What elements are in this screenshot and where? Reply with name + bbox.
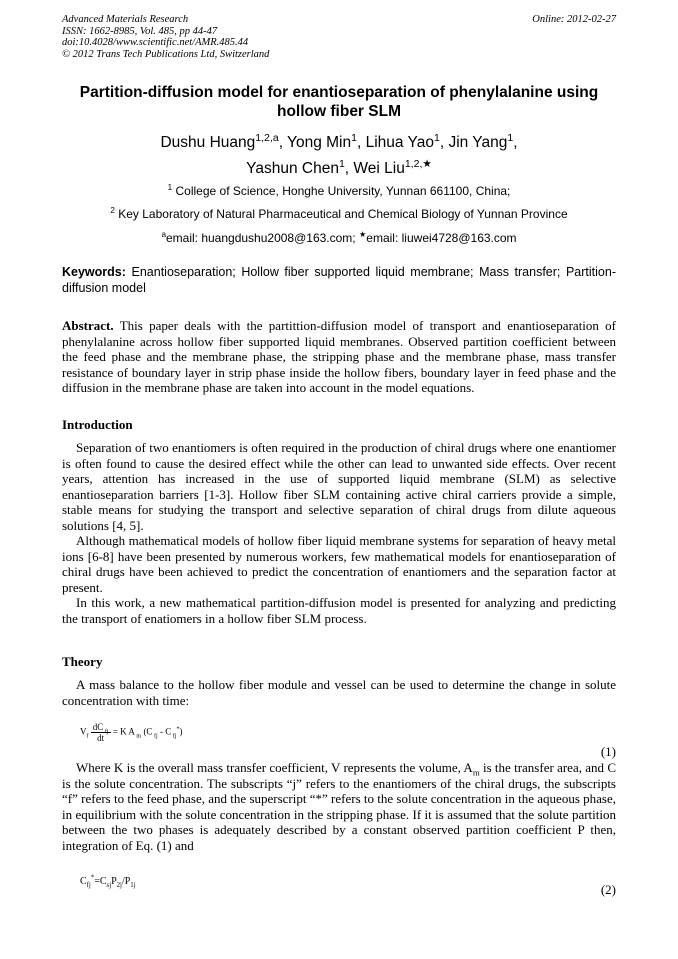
affiliation-text: Key Laboratory of Natural Pharmaceutical and Chemical Biology of Yunnan Province xyxy=(118,207,568,221)
email-mark: a xyxy=(161,230,166,239)
introduction-body xyxy=(62,440,616,626)
equation-2-number: (2) xyxy=(600,882,616,897)
paragraph: In this work, a new mathematical partition-diffusion model is presented for analyzing and predicting the transport of enatiomers in a hollow fiber SLM process. xyxy=(62,595,616,626)
author-name: Dushu Huang xyxy=(160,134,256,151)
theory-paragraph-2: Where K is the overall mass transfer coefficient, V represents the volume, $A_m$ is the transfer area, and C is the solute concentration. The subscripts “j” refers to the enantiomers of the chiral drugs, the subscripts “f” refers to the feed phase, and the superscript “*” refers to the solute concentration in the aqueous phase, in equilibrium with the solute concentration in the stripping phase. If it is assumed that the solute partition between the two phases is adequately described by a constant observed partition coefficient P then, integration of Eq. (1) and xyxy=(62,760,616,853)
author-name: Lihua Yao xyxy=(365,134,434,151)
author-affiliation-mark: 1 xyxy=(351,131,357,144)
copyright: © 2012 Trans Tech Publications Ltd, Switzerland xyxy=(62,48,270,60)
affiliation-mark: 2 xyxy=(110,206,115,215)
doi: doi:10.4028/www.scientific.net/AMR.485.44 xyxy=(62,37,249,48)
affiliation-1 xyxy=(62,184,616,198)
author-affiliation-mark: 1 xyxy=(507,131,514,144)
equation-1: $V_f$ $\frac{dC _{fj}}{dt}$ = K A $_m$ (C $_{fj}$ - C $_{fj}$*) xyxy=(80,722,183,743)
author-affiliation-mark: 1 xyxy=(338,157,345,170)
email-line xyxy=(62,231,616,245)
keywords xyxy=(62,264,616,296)
theory-heading: Theory xyxy=(62,654,103,669)
affiliation-2 xyxy=(62,207,616,221)
affiliation-mark: 1 xyxy=(167,183,173,192)
paragraph: Although mathematical models of hollow fiber liquid membrane systems for separation of heavy metal ions [6-8] have been presented by numerous workers, few mathematical models for enantioseparation of chiral drugs have been achieved to predict the concentration of enantiomers and the separation factor at present. xyxy=(62,533,616,595)
abstract xyxy=(62,318,616,396)
issn: ISSN: 1662-8985, Vol. 485, pp 44-47 xyxy=(62,25,218,37)
author-name: Yashun Chen xyxy=(246,160,339,177)
theory-paragraph-1: A mass balance to the hollow fiber module and vessel can be used to determine the change in solute concentration with time: xyxy=(62,677,616,708)
author-name: Yong Min xyxy=(287,134,352,151)
paper-title: Partition-diffusion model for enantioseparation of phenylalanine using hollow fiber SLM xyxy=(79,84,599,120)
journal-name: Advanced Materials Research xyxy=(62,14,189,25)
author-affiliation-mark: 1,2,a xyxy=(255,131,279,144)
author-list: Dushu Huang$^{1,2,a}$, Yong Min$^1$, Lihua Yao$^1$, Jin Yang$^1$, Yashun Chen$^1$, Wei Liu$^{1,2,★}$ xyxy=(160,131,518,177)
email-mark: ★ xyxy=(358,230,367,239)
author-affiliation-mark: 1,2,★ xyxy=(404,157,432,170)
keywords-text: Enantioseparation; Hollow fiber supported liquid membrane; Mass transfer; Partition-diffusion model xyxy=(62,265,616,295)
equation-1-number: (1) xyxy=(600,744,616,759)
author-name: Jin Yang xyxy=(448,134,508,151)
paragraph: Separation of two enantiomers is often required in the production of chiral drugs where one enantiomer is often found to cause the desired effect while the other can lead to unwanted side effects. Over recent years, attention has increased in the use of supported liquid membrane (SLM) as selective enantioseparation barriers [1-3]. Hollow fiber SLM containing active chiral carriers provide a simple, stable means for studying the transport and selective separation of chiral drugs from dilute aqueous solutions [4, 5]. xyxy=(62,440,616,533)
abstract-text: This paper deals with the partittion-diffusion model of transport and enantioseparation of phenylalanine across hollow fiber supported liquid membranes. Observed partition coefficient between the feed phase and the membrane phase, the stripping phase and the membrane phase, mass transfer resistance of boundary layer in strip phase inside the hollow fibers, boundary layer in feed phase and the diffusion in the membrane phase are taken into account in the model equations. xyxy=(62,318,617,395)
email-text: email: liuwei4728@163.com xyxy=(366,231,517,245)
journal-header xyxy=(62,14,269,60)
keywords-label: Keywords: xyxy=(62,265,126,279)
abstract-label: Abstract. xyxy=(62,318,114,333)
author-name: Wei Liu xyxy=(353,160,405,177)
online-date: Online: 2012-02-27 xyxy=(532,14,616,25)
email-text: email: huangdushu2008@163.com; xyxy=(165,231,356,245)
affiliation-text: College of Science, Honghe University, Yunnan 661100, China; xyxy=(175,184,511,198)
equation-2: $C_{fj}^*=C_{sj}P_{2j}/P_{1j}$ xyxy=(80,874,136,889)
introduction-heading: Introduction xyxy=(62,417,133,432)
author-affiliation-mark: 1 xyxy=(433,131,440,144)
